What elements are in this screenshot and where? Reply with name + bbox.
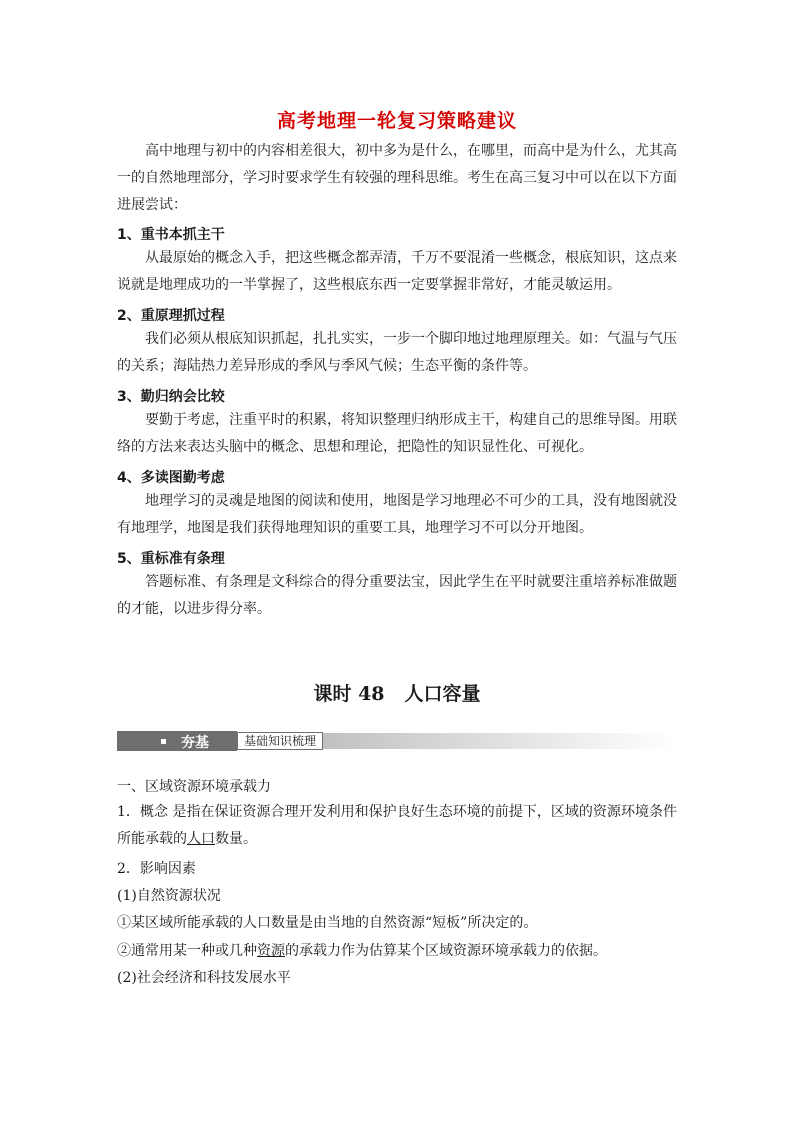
- section-heading-2: 2、重原理抓过程: [117, 308, 225, 324]
- concept-suffix: 数量。: [215, 831, 257, 847]
- section-banner: [117, 731, 677, 751]
- point2-underlined-term: 资源: [257, 943, 285, 959]
- concept-paragraph: [117, 799, 677, 853]
- lesson-title: [0, 679, 794, 706]
- section-body-5: 答题标准、有条理是文科综合的得分重要法宝，因此学生在平时就要注重培养标准做题的才能，以进步得分率。: [117, 574, 677, 617]
- banner-dark-block: [117, 731, 237, 751]
- lesson-label: 课时 48: [313, 683, 385, 705]
- content-section-title: 一、区域资源环境承载力: [117, 779, 271, 795]
- lesson-name: 人口容量: [404, 683, 481, 705]
- square-bullet-icon: [161, 739, 166, 744]
- point2-suffix: 的承载力作为估算某个区域资源环境承载力的依据。: [285, 943, 607, 959]
- section-body-1: 从最原始的概念入手，把这些概念都弄清，千万不要混淆一些概念，根底知识，这点来说就是地理成功的一半掌握了，这些根底东西一定要掌握非常好，才能灵敏运用。: [117, 250, 677, 293]
- factor-natural-resources: (1)自然资源状况: [117, 888, 221, 904]
- factors-heading: 2．影响因素: [117, 861, 196, 877]
- section-heading-3: 3、勤归纳会比较: [117, 389, 225, 405]
- concept-underlined-term: 人口: [187, 831, 215, 847]
- section-heading-1: 1、重书本抓主干: [117, 227, 225, 243]
- point2-prefix: ②通常用某一种或几种: [117, 943, 257, 959]
- point-resource-estimate: [117, 940, 607, 960]
- banner-tab-label: 基础知识梳理: [237, 732, 323, 750]
- section-body-3: 要勤于考虑，注重平时的积累，将知识整理归纳形成主干，构建自己的思维导图。用联络的方法来表达头脑中的概念、思想和理论，把隐性的知识显性化、可视化。: [117, 412, 677, 455]
- section-heading-5: 5、重标准有条理: [117, 551, 225, 567]
- factor-socioeconomic: (2)社会经济和科技发展水平: [117, 970, 291, 986]
- concept-prefix: 1．概念: [117, 804, 168, 820]
- point-short-board: ①某区域所能承载的人口数量是由当地的自然资源“短板”所决定的。: [117, 915, 538, 931]
- strategy-title: 高考地理一轮复习策略建议: [276, 110, 517, 132]
- strategy-intro: 高中地理与初中的内容相差很大，初中多为是什么，在哪里，而高中是为什么，尤其高一的自然地理部分，学习时要求学生有较强的理科思维。考生在高三复习中可以在以下方面进展尝试：: [117, 143, 677, 213]
- section-body-4: 地理学习的灵魂是地图的阅读和使用，地图是学习地理必不可少的工具，没有地图就没有地理学，地图是我们获得地理知识的重要工具，地理学习不可以分开地图。: [117, 493, 677, 536]
- section-body-2: 我们必须从根底知识抓起，扎扎实实，一步一个脚印地过地理原理关。如：气温与气压的关系；海陆热力差异形成的季风与季风气候；生态平衡的条件等。: [117, 331, 677, 374]
- section-heading-4: 4、多读图勤考虑: [117, 470, 225, 486]
- banner-main-label: 夯基: [181, 735, 209, 751]
- concept-text: 是指在保证资源合理开发利用和保护良好生态环境的前提下，区域的资源环境条件所能承载的: [117, 804, 677, 847]
